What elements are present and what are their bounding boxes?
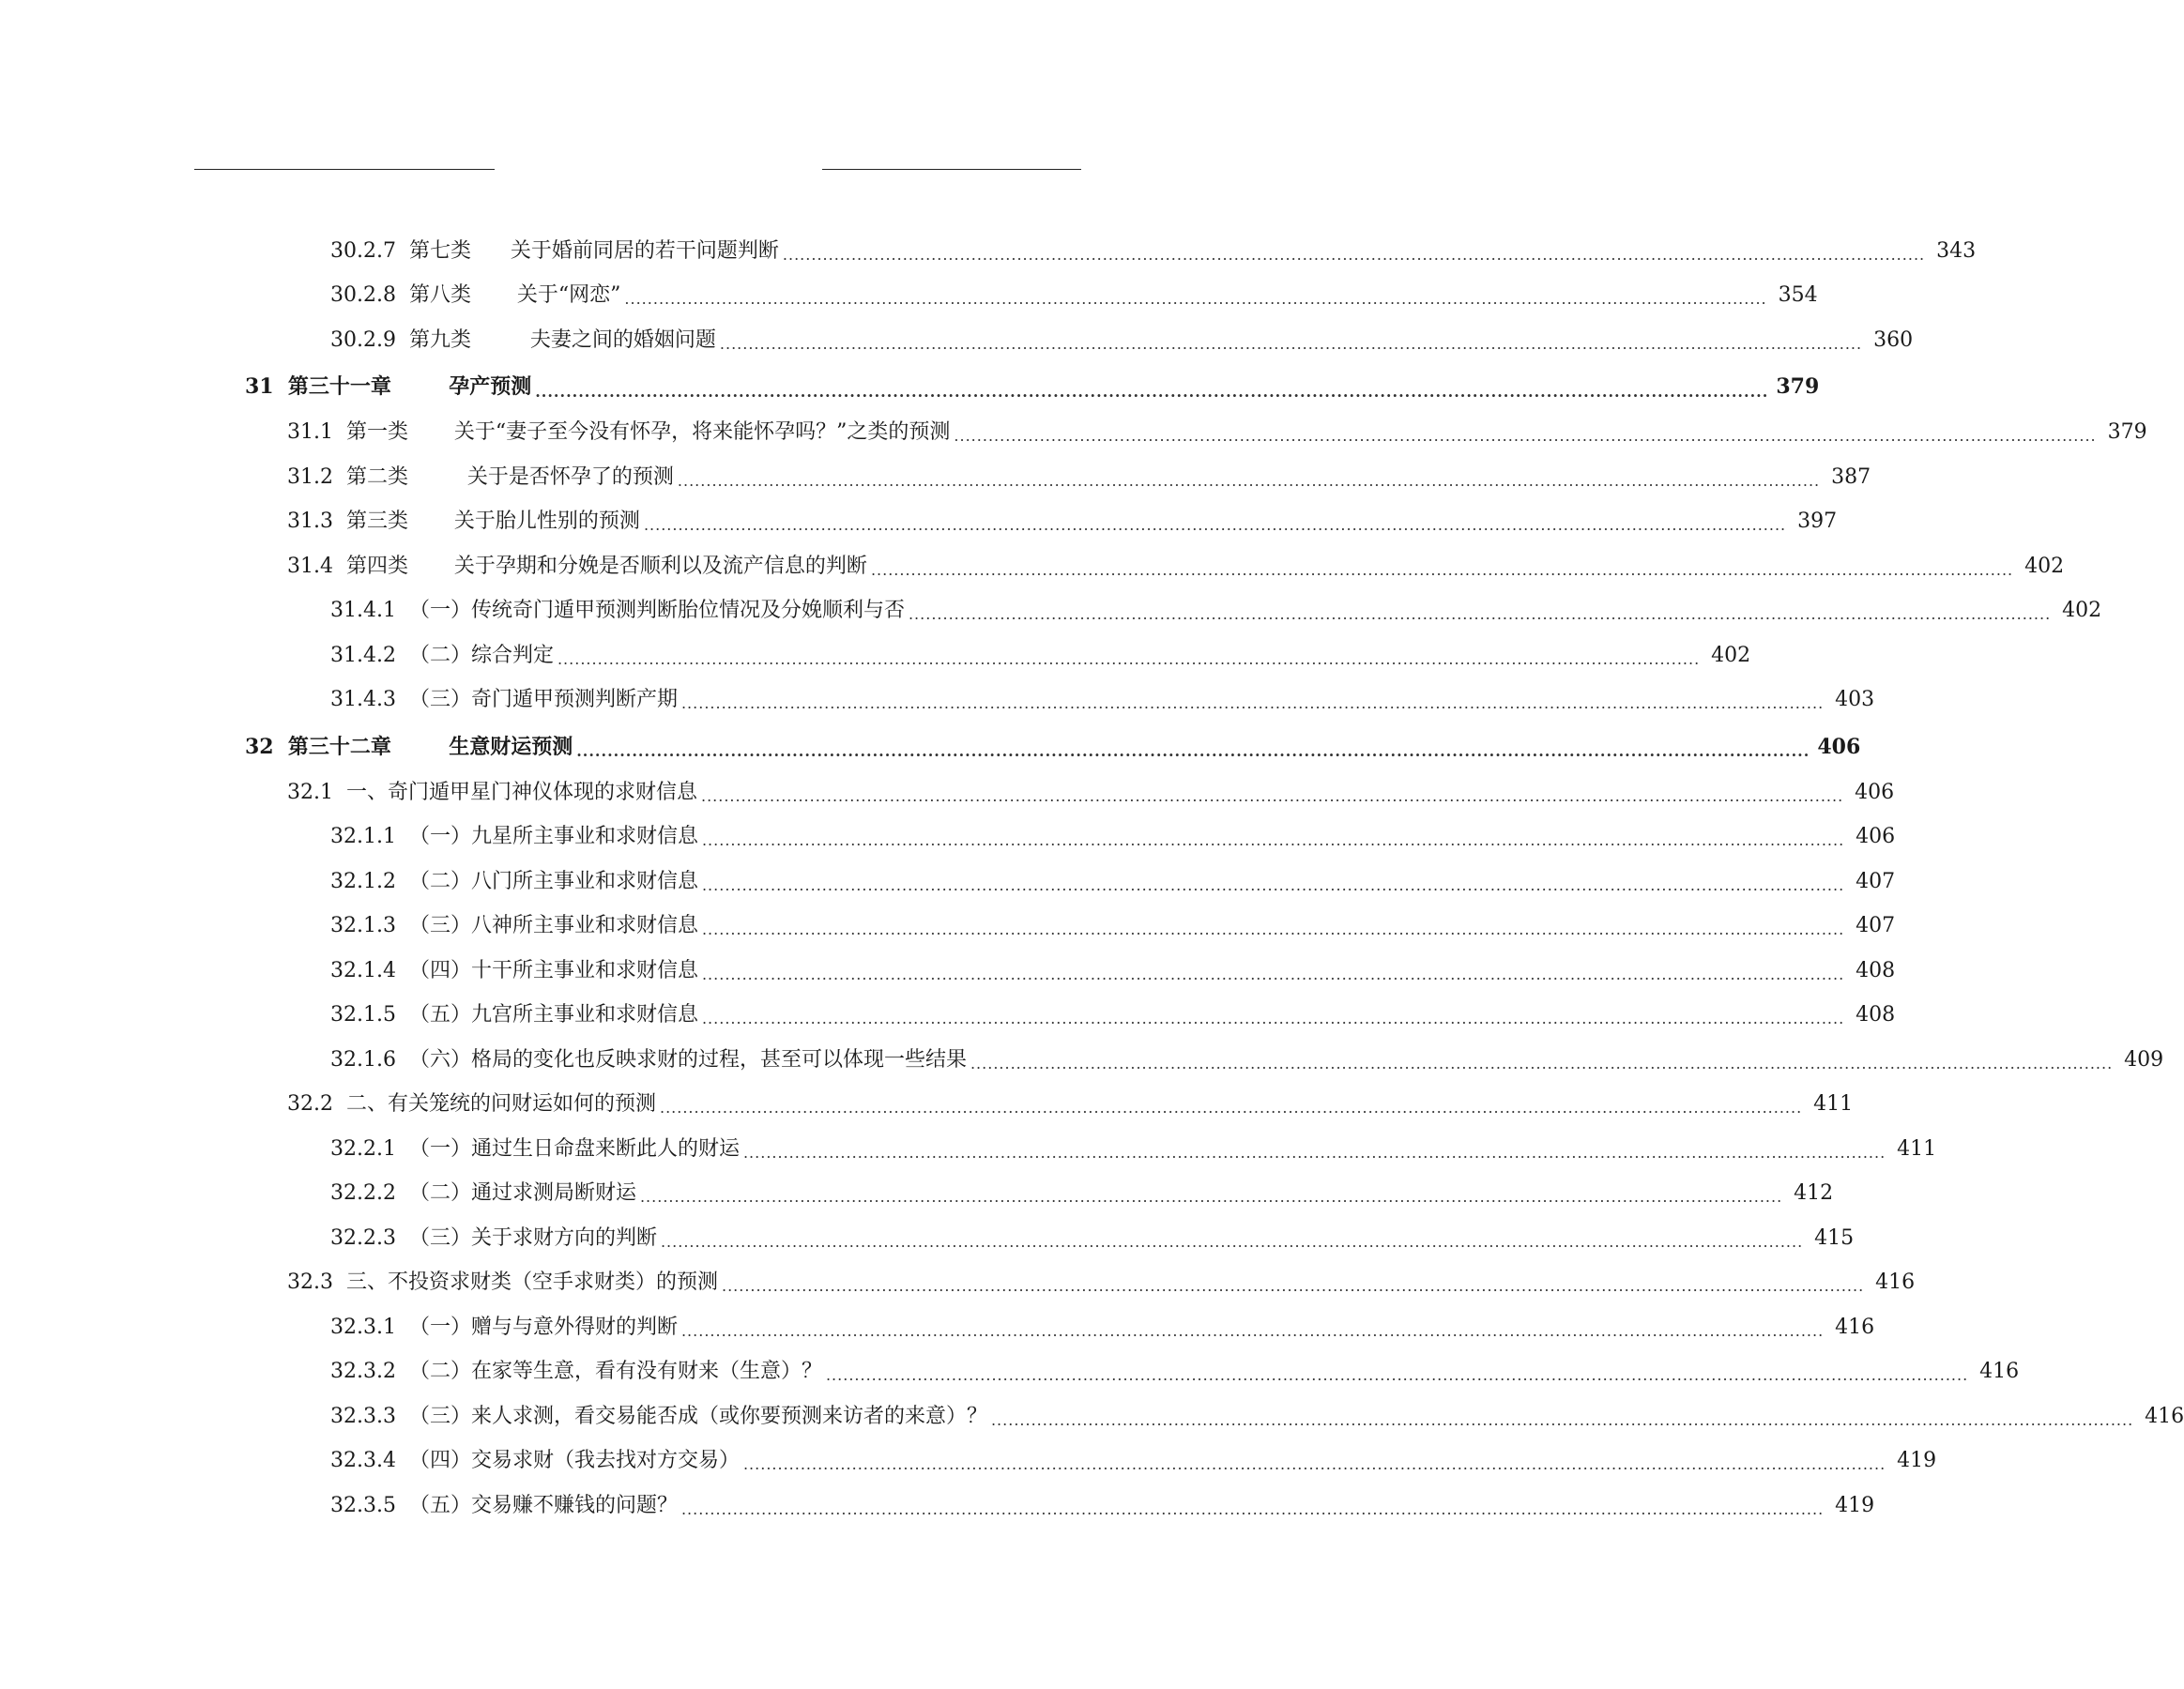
- toc-entry[interactable]: [0, 1083, 1854, 1128]
- toc-entry-title: 32.2.1 （一）通过生日命盘来断此人的财运: [330, 1136, 740, 1161]
- toc-page-number: 402: [2024, 554, 2065, 578]
- toc-entry[interactable]: [0, 1305, 1875, 1350]
- toc-entry-title: 32.3.2 （二）在家等生意，看有没有财来（生意）？: [330, 1360, 822, 1384]
- toc-entry[interactable]: [0, 1394, 2184, 1439]
- toc-page-number: 379: [2107, 420, 2147, 445]
- toc-leader-dots: ........................................................................................................................................................................................................: [680, 1321, 1825, 1340]
- table-of-contents: [0, 229, 2184, 1529]
- header-rule-left: [194, 169, 495, 170]
- toc-page-number: 406: [1856, 825, 1896, 849]
- toc-leader-dots: ........................................................................................................................................................................................................: [825, 1366, 1969, 1384]
- toc-entry-title: 32.1.4 （四）十干所主事业和求财信息: [330, 958, 698, 982]
- toc-entry[interactable]: [0, 1038, 2164, 1083]
- toc-entry[interactable]: [0, 905, 1896, 950]
- toc-leader-dots: ........................................................................................................................................................................................................: [701, 831, 1845, 849]
- toc-entry[interactable]: [0, 1350, 2020, 1395]
- toc-page-number: 379: [1776, 374, 1820, 399]
- toc-page-number: 407: [1856, 914, 1896, 938]
- toc-leader-dots: ........................................................................................................................................................................................................: [643, 516, 1787, 534]
- toc-entry-title: 32.3.4 （四）交易求财（我去找对方交易）: [330, 1449, 740, 1473]
- toc-entry-title: 32.2 二、有关笼统的问财运如何的预测: [287, 1092, 656, 1117]
- toc-leader-dots: ........................................................................................................................................................................................................: [557, 649, 1701, 668]
- toc-leader-dots: ........................................................................................................................................................................................................: [680, 694, 1825, 712]
- toc-page-number: 415: [1814, 1225, 1855, 1250]
- toc-entry-title: 32.3.5 （五）交易赚不赚钱的问题？: [330, 1493, 678, 1517]
- toc-entry-title: 30.2.8 第八类 关于“网恋”: [330, 283, 621, 308]
- toc-page-number: 354: [1778, 283, 1818, 308]
- toc-page-number: 416: [1875, 1271, 1916, 1295]
- toc-entry-title: 31.3 第三类 关于胎儿性别的预测: [287, 510, 640, 534]
- toc-entry[interactable]: [0, 723, 1861, 770]
- toc-entry-title: 32.3.3 （三）来人求测，看交易能否成（或你要预测来访者的来意）？: [330, 1404, 987, 1428]
- toc-leader-dots: ........................................................................................................................................................................................................: [701, 965, 1845, 983]
- toc-leader-dots: ........................................................................................................................................................................................................: [954, 427, 2097, 445]
- toc-leader-dots: ........................................................................................................................................................................................................: [908, 605, 2052, 623]
- toc-entry[interactable]: [0, 1261, 1916, 1306]
- toc-entry-title: 32.3 三、不投资求财类（空手求财类）的预测: [287, 1271, 718, 1295]
- toc-leader-dots: ........................................................................................................................................................................................................: [659, 1099, 1803, 1117]
- toc-leader-dots: ........................................................................................................................................................................................................: [660, 1232, 1804, 1251]
- toc-page-number: 406: [1817, 734, 1861, 759]
- toc-entry[interactable]: [0, 544, 2065, 589]
- toc-page-number: 411: [1813, 1092, 1854, 1117]
- toc-entry-title: 30.2.9 第九类 夫妻之间的婚姻问题: [330, 327, 716, 352]
- toc-entry[interactable]: [0, 1172, 1834, 1217]
- toc-page-number: 402: [1711, 643, 1751, 667]
- toc-entry[interactable]: [0, 589, 2102, 634]
- toc-page-number: 408: [1856, 958, 1896, 982]
- toc-entry[interactable]: [0, 318, 1914, 363]
- toc-entry-title: 32.2.3 （三）关于求财方向的判断: [330, 1225, 657, 1250]
- toc-page-number: 411: [1897, 1136, 1937, 1161]
- toc-entry[interactable]: [0, 500, 1838, 545]
- toc-leader-dots: ........................................................................................................................................................................................................: [680, 1499, 1825, 1518]
- toc-page-number: 409: [2124, 1047, 2164, 1072]
- toc-entry-title: 31.4.1 （一）传统奇门遁甲预测判断胎位情况及分娩顺利与否: [330, 599, 905, 623]
- toc-entry[interactable]: [0, 229, 1977, 274]
- toc-entry[interactable]: [0, 815, 1896, 860]
- toc-entry-title: 32.1.6 （六）格局的变化也反映求财的过程，甚至可以体现一些结果: [330, 1047, 967, 1072]
- toc-entry-title: 32.1.3 （三）八神所主事业和求财信息: [330, 914, 698, 938]
- toc-entry-title: 31.2 第二类 关于是否怀孕了的预测: [287, 464, 674, 489]
- toc-entry-title: 32.1.2 （二）八门所主事业和求财信息: [330, 869, 698, 893]
- toc-leader-dots: ........................................................................................................................................................................................................: [700, 786, 1844, 805]
- toc-entry-title: 31.1 第一类 关于“妻子至今没有怀孕，将来能怀孕吗？”之类的预测: [287, 420, 951, 445]
- toc-page-number: 419: [1897, 1449, 1937, 1473]
- toc-page-number: 397: [1797, 510, 1838, 534]
- toc-leader-dots: ........................................................................................................................................................................................................: [742, 1143, 1886, 1162]
- toc-page-number: 407: [1856, 869, 1896, 893]
- toc-entry-title: 31.4.2 （二）综合判定: [330, 643, 554, 667]
- toc-entry[interactable]: [0, 1439, 1937, 1484]
- header-rule-right: [822, 169, 1081, 170]
- toc-entry-title: 32.2.2 （二）通过求测局断财运: [330, 1181, 636, 1206]
- toc-leader-dots: ........................................................................................................................................................................................................: [870, 560, 2014, 579]
- toc-entry[interactable]: [0, 949, 1896, 994]
- toc-entry-title: 32 第三十二章 生意财运预测: [245, 734, 573, 759]
- toc-leader-dots: ........................................................................................................................................................................................................: [677, 471, 1821, 490]
- toc-entry[interactable]: [0, 678, 1875, 723]
- toc-page-number: 412: [1794, 1181, 1834, 1206]
- toc-leader-dots: ........................................................................................................................................................................................................: [990, 1410, 2134, 1429]
- toc-entry-title: 32.1.5 （五）九宫所主事业和求财信息: [330, 1003, 698, 1027]
- toc-page-number: 416: [2145, 1404, 2184, 1428]
- toc-entry[interactable]: [0, 1484, 1875, 1529]
- toc-page-number: 402: [2062, 599, 2102, 623]
- toc-leader-dots: ........................................................................................................................................................................................................: [701, 921, 1845, 938]
- toc-entry[interactable]: [0, 633, 1751, 678]
- toc-entry-title: 31.4 第四类 关于孕期和分娩是否顺利以及流产信息的判断: [287, 554, 867, 578]
- toc-entry[interactable]: [0, 1127, 1937, 1172]
- toc-leader-dots: ........................................................................................................................................................................................................: [701, 875, 1845, 894]
- toc-leader-dots: ........................................................................................................................................................................................................: [742, 1455, 1886, 1473]
- toc-leader-dots: ........................................................................................................................................................................................................: [576, 742, 1810, 760]
- toc-page-number: 416: [1979, 1360, 2020, 1384]
- toc-leader-dots: ........................................................................................................................................................................................................: [970, 1054, 2114, 1073]
- toc-entry[interactable]: [0, 363, 1820, 411]
- toc-entry[interactable]: [0, 860, 1896, 905]
- toc-leader-dots: ........................................................................................................................................................................................................: [535, 382, 1769, 401]
- toc-entry-title: 30.2.7 第七类 关于婚前同居的若干问题判断: [330, 238, 779, 263]
- toc-entry[interactable]: [0, 274, 1818, 319]
- toc-entry-title: 31 第三十一章 孕产预测: [245, 374, 532, 399]
- toc-page-number: 408: [1856, 1003, 1896, 1027]
- toc-entry-title: 32.1.1 （一）九星所主事业和求财信息: [330, 825, 698, 849]
- toc-entry[interactable]: [0, 455, 1871, 500]
- toc-entry[interactable]: [0, 770, 1895, 815]
- toc-entry-title: 32.3.1 （一）赠与与意外得财的判断: [330, 1315, 678, 1339]
- toc-page-number: 416: [1835, 1315, 1875, 1339]
- toc-leader-dots: ........................................................................................................................................................................................................: [701, 1010, 1845, 1027]
- toc-leader-dots: ........................................................................................................................................................................................................: [624, 290, 1767, 308]
- toc-page-number: 419: [1835, 1493, 1875, 1517]
- toc-entry-title: 32.1 一、奇门遁甲星门神仪体现的求财信息: [287, 780, 697, 804]
- toc-leader-dots: ........................................................................................................................................................................................................: [719, 334, 1863, 353]
- toc-leader-dots: ........................................................................................................................................................................................................: [721, 1277, 1865, 1295]
- toc-page-number: 387: [1831, 464, 1871, 489]
- toc-page-number: 343: [1936, 238, 1977, 263]
- toc-entry[interactable]: [0, 411, 2147, 456]
- toc-leader-dots: ........................................................................................................................................................................................................: [639, 1188, 1783, 1206]
- toc-page-number: 403: [1835, 688, 1875, 712]
- toc-entry[interactable]: [0, 994, 1896, 1039]
- toc-page-number: 406: [1855, 780, 1895, 804]
- toc-page-number: 360: [1873, 327, 1914, 352]
- toc-leader-dots: ........................................................................................................................................................................................................: [782, 245, 1926, 264]
- toc-entry[interactable]: [0, 1216, 1855, 1261]
- toc-entry-title: 31.4.3 （三）奇门遁甲预测判断产期: [330, 688, 678, 712]
